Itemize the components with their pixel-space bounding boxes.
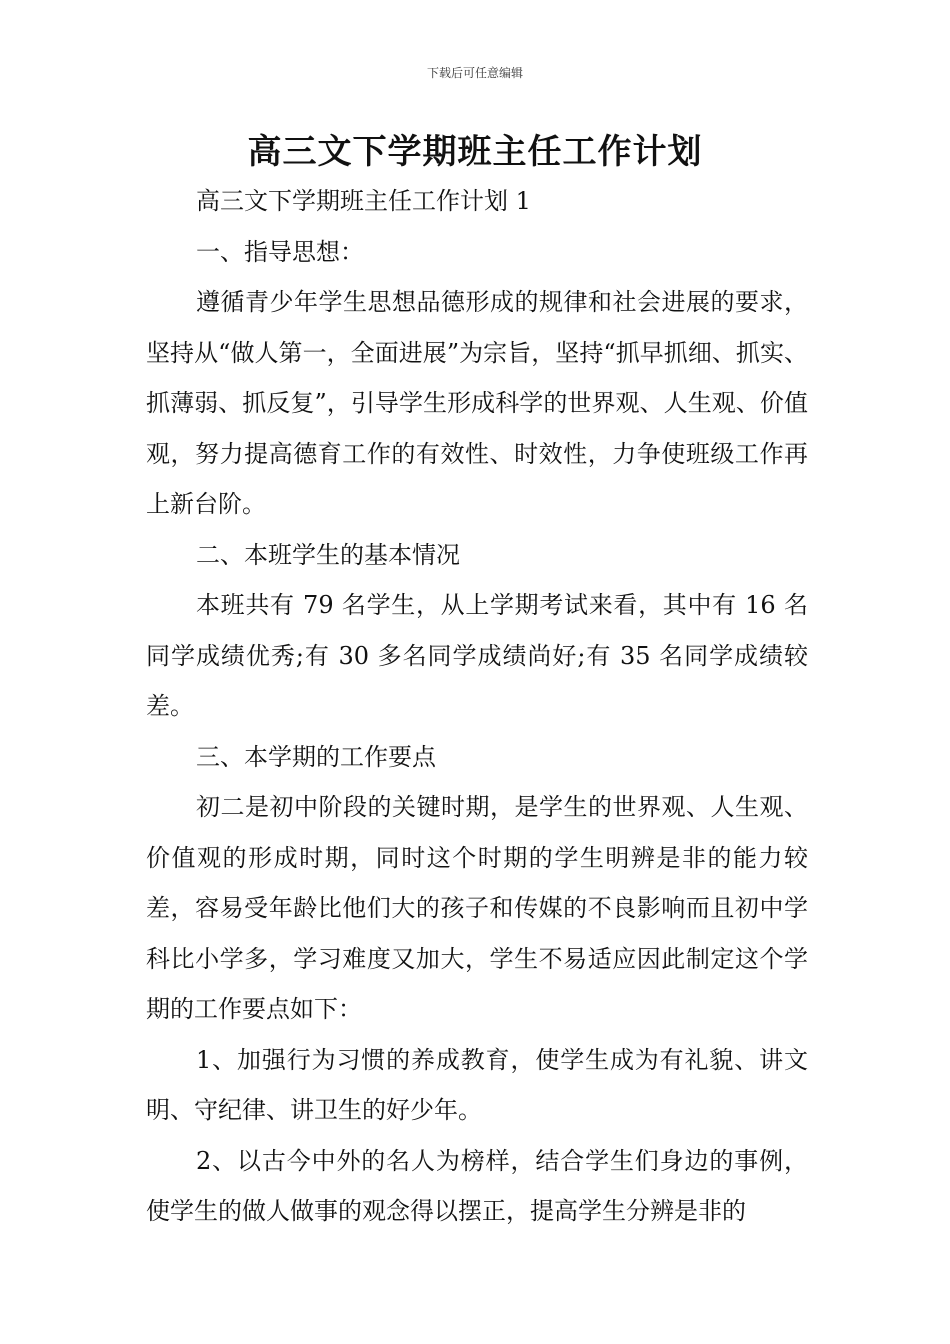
paragraph-guiding-thought: 遵循青少年学生思想品德形成的规律和社会进展的要求，坚持从“做人第一，全面进展”为宗旨，坚持“抓早抓细、抓实、抓薄弱、抓反复”，引导学生形成科学的世界观、人生观、价值观，努力提高德育工作的有效性、时效性，力争使班级工作再上新台阶。 [146,288,808,518]
paragraph-work-points-intro: 初二是初中阶段的关键时期，是学生的世界观、人生观、价值观的形成时期，同时这个时期的学生明辨是非的能力较差，容易受年龄比他们大的孩子和传媒的不良影响而且初中学科比小学多，学习难度又加大，学生不易适应因此制定这个学期的工作要点如下： [146,793,808,1023]
paragraph-work-point-1: 1、加强行为习惯的养成教育，使学生成为有礼貌、讲文明、守纪律、讲卫生的好少年。 [146,1045,808,1124]
paragraph-heading-guiding-thought: 一、指导思想： [196,237,364,266]
paragraph-work-point-2: 2、以古今中外的名人为榜样，结合学生们身边的事例，使学生的做人做事的观念得以摆正，提高学生分辨是非的 [146,1146,808,1225]
paragraph-subtitle: 高三文下学期班主任工作计划 1 [196,187,531,215]
paragraph-class-situation: 本班共有 79 名学生，从上学期考试来看，其中有 16 名同学成绩优秀;有 30 多名同学成绩尚好;有 35 名同学成绩较差。 [146,591,808,720]
header-note: 下载后可任意编辑 [426,66,523,80]
paragraph-heading-class-situation: 二、本班学生的基本情况 [196,540,460,569]
document-body [146,176,808,1237]
paragraph-heading-work-points: 三、本学期的工作要点 [196,742,436,771]
document-title: 高三文下学期班主任工作计划 [247,132,703,172]
